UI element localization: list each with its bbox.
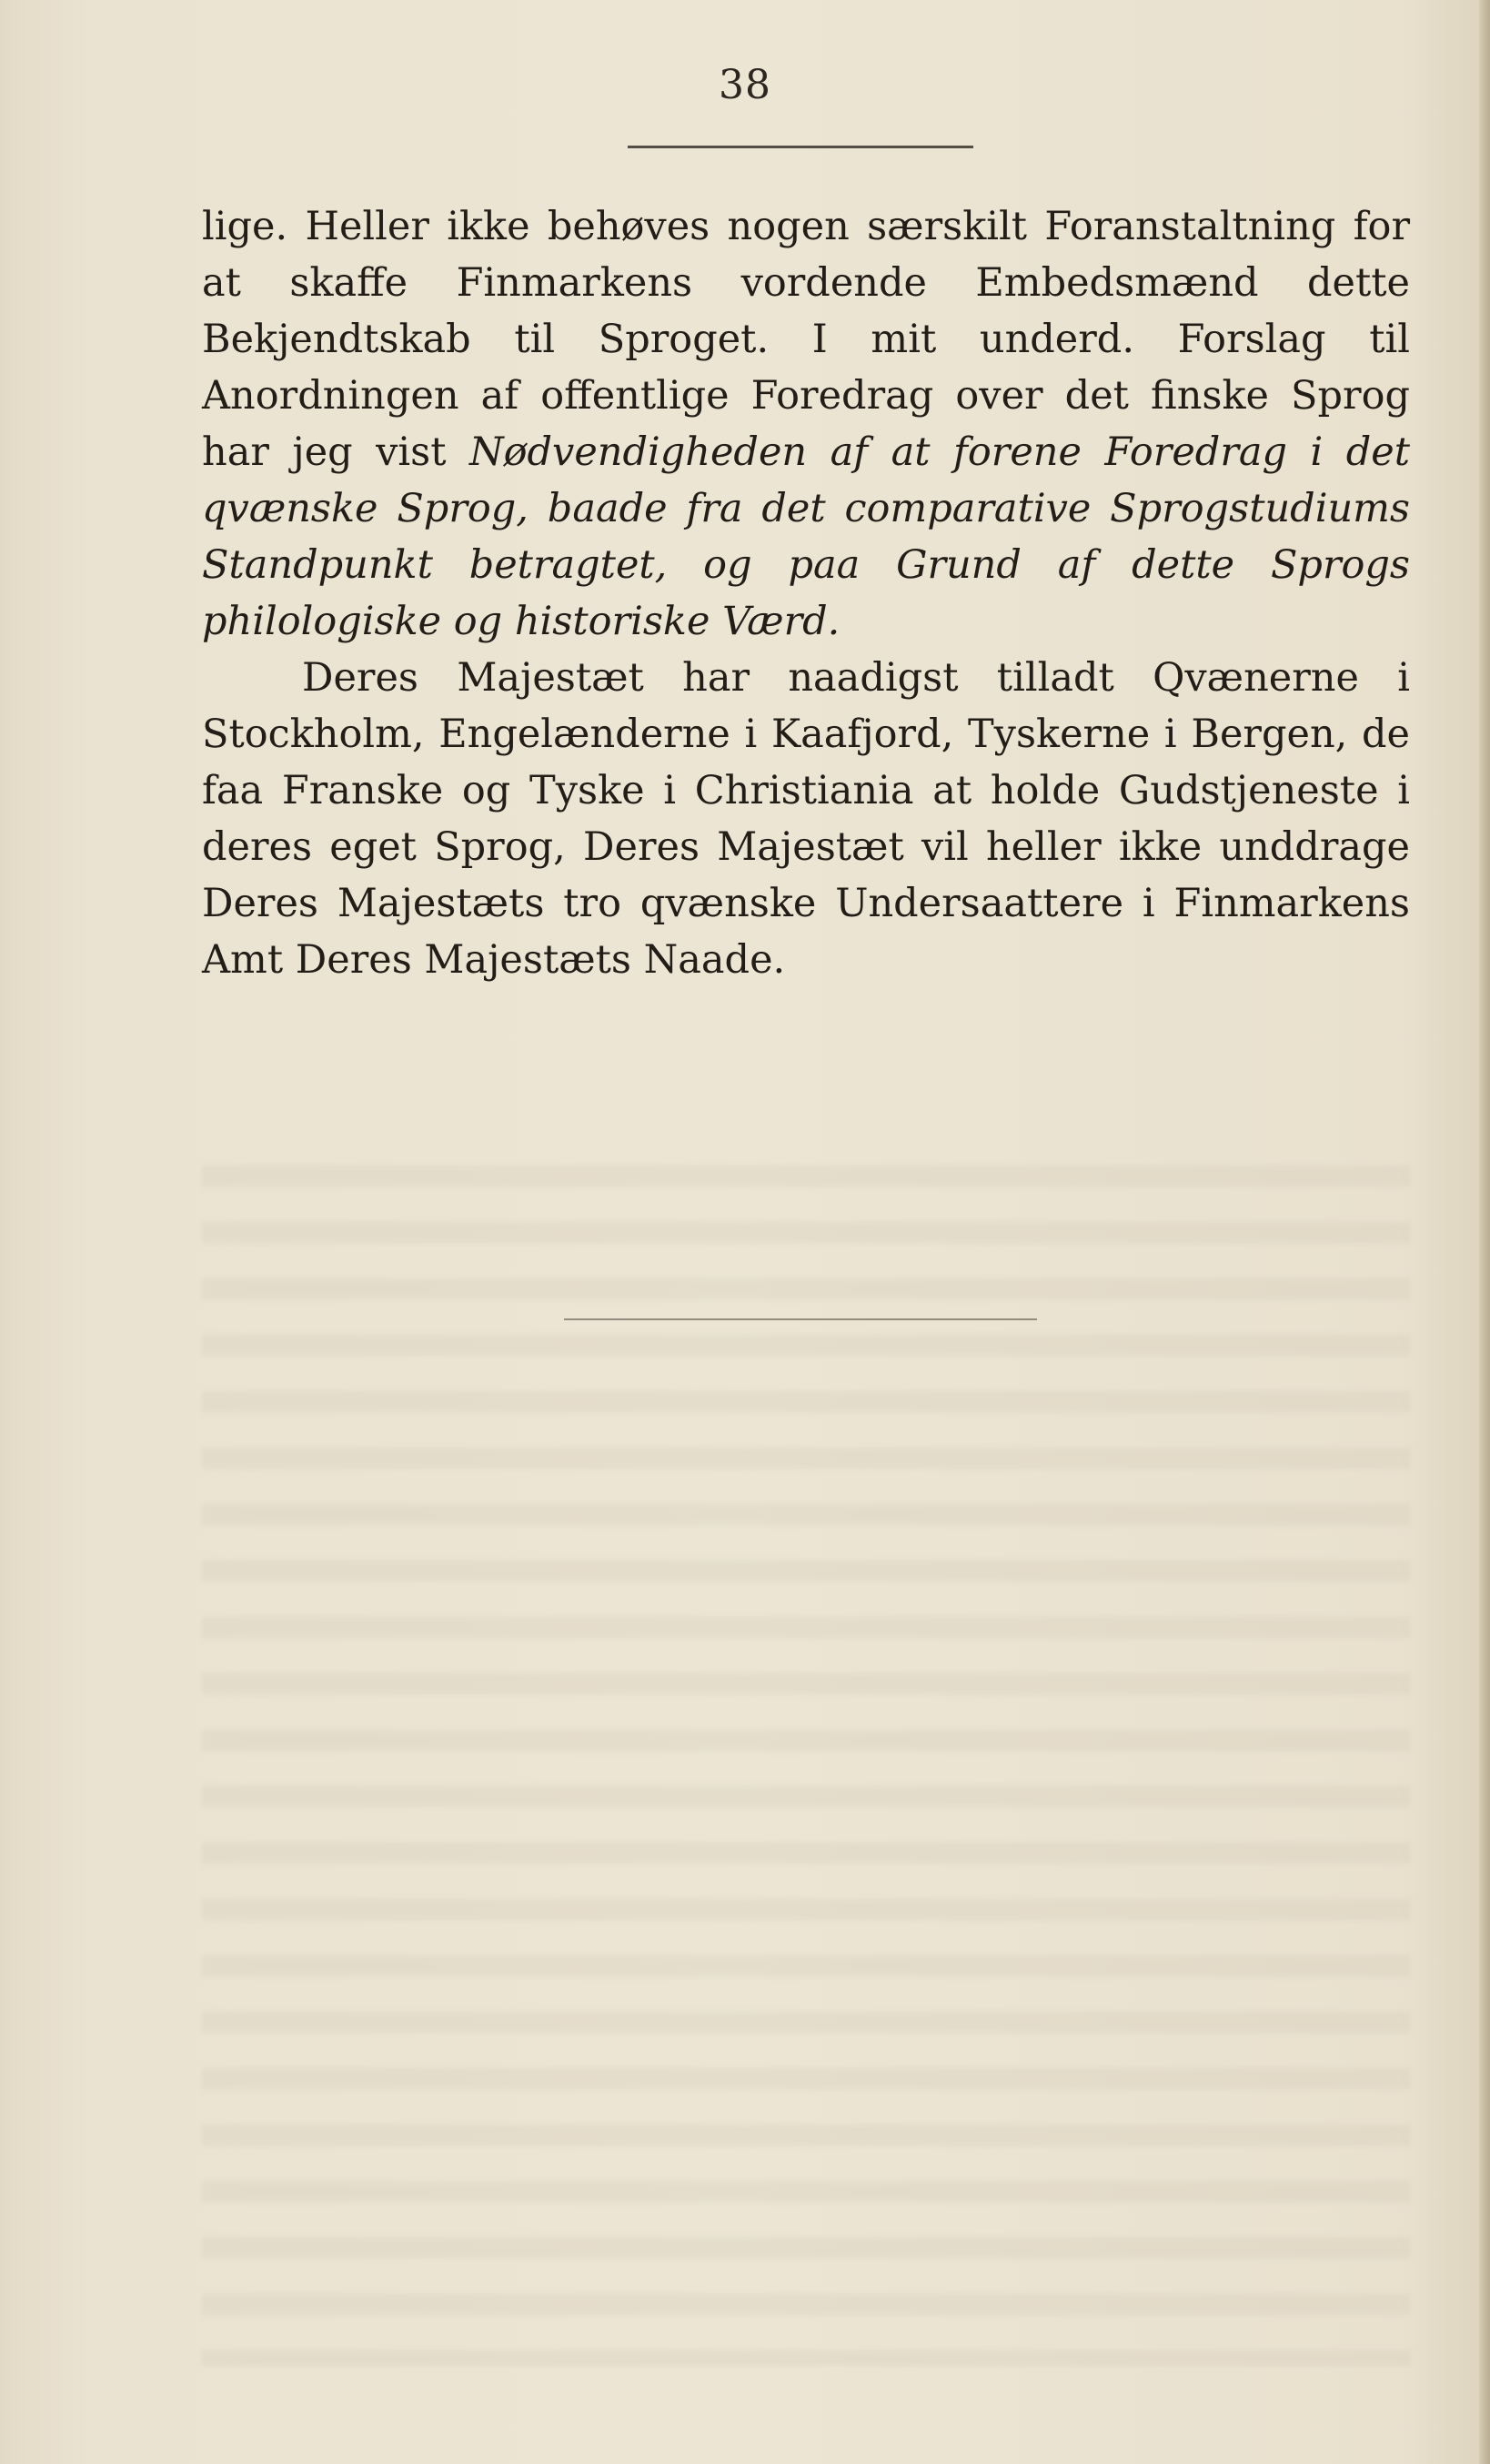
paragraph-2	[202, 650, 1410, 988]
paragraph-1	[202, 198, 1410, 650]
paragraph-2-roman: Deres Majestæt har naadigst tilladt Qvænerne i Stockholm, Engelænderne i Kaafjord, Tyskerne i Bergen, de faa Franske og Tyske i Christiania at holde Gudstjeneste i deres eget Sprog, Deres Majestæt vil heller ikke unddrage Deres Majestæts tro qvænske Undersaattere i Finmarkens Amt Deres Majestæts Naade.	[202, 655, 1410, 983]
paragraph-1-roman: lige. Heller ikke behøves nogen særskilt Foranstaltning for at skaffe Finmarkens vordende Embedsmænd dette Bekjendtskab til Sproget. I mit underd. Forslag til Anordningen af offentlige Foredrag over det finske Sprog har jeg vist	[202, 204, 1410, 475]
body-text	[202, 198, 1410, 988]
paragraph-1-italic: Nødvendigheden af at forene Foredrag i det qvænske Sprog, baade fra det comparative Sprogstudiums Standpunkt betragtet, og paa Grund af dette Sprogs philologiske og historiske Værd.	[202, 429, 1410, 644]
header-rule	[628, 146, 973, 148]
section-rule	[564, 1318, 1037, 1320]
show-through-text	[202, 1137, 1410, 2366]
page-edge	[1479, 0, 1490, 2464]
page-number: 38	[719, 62, 771, 108]
